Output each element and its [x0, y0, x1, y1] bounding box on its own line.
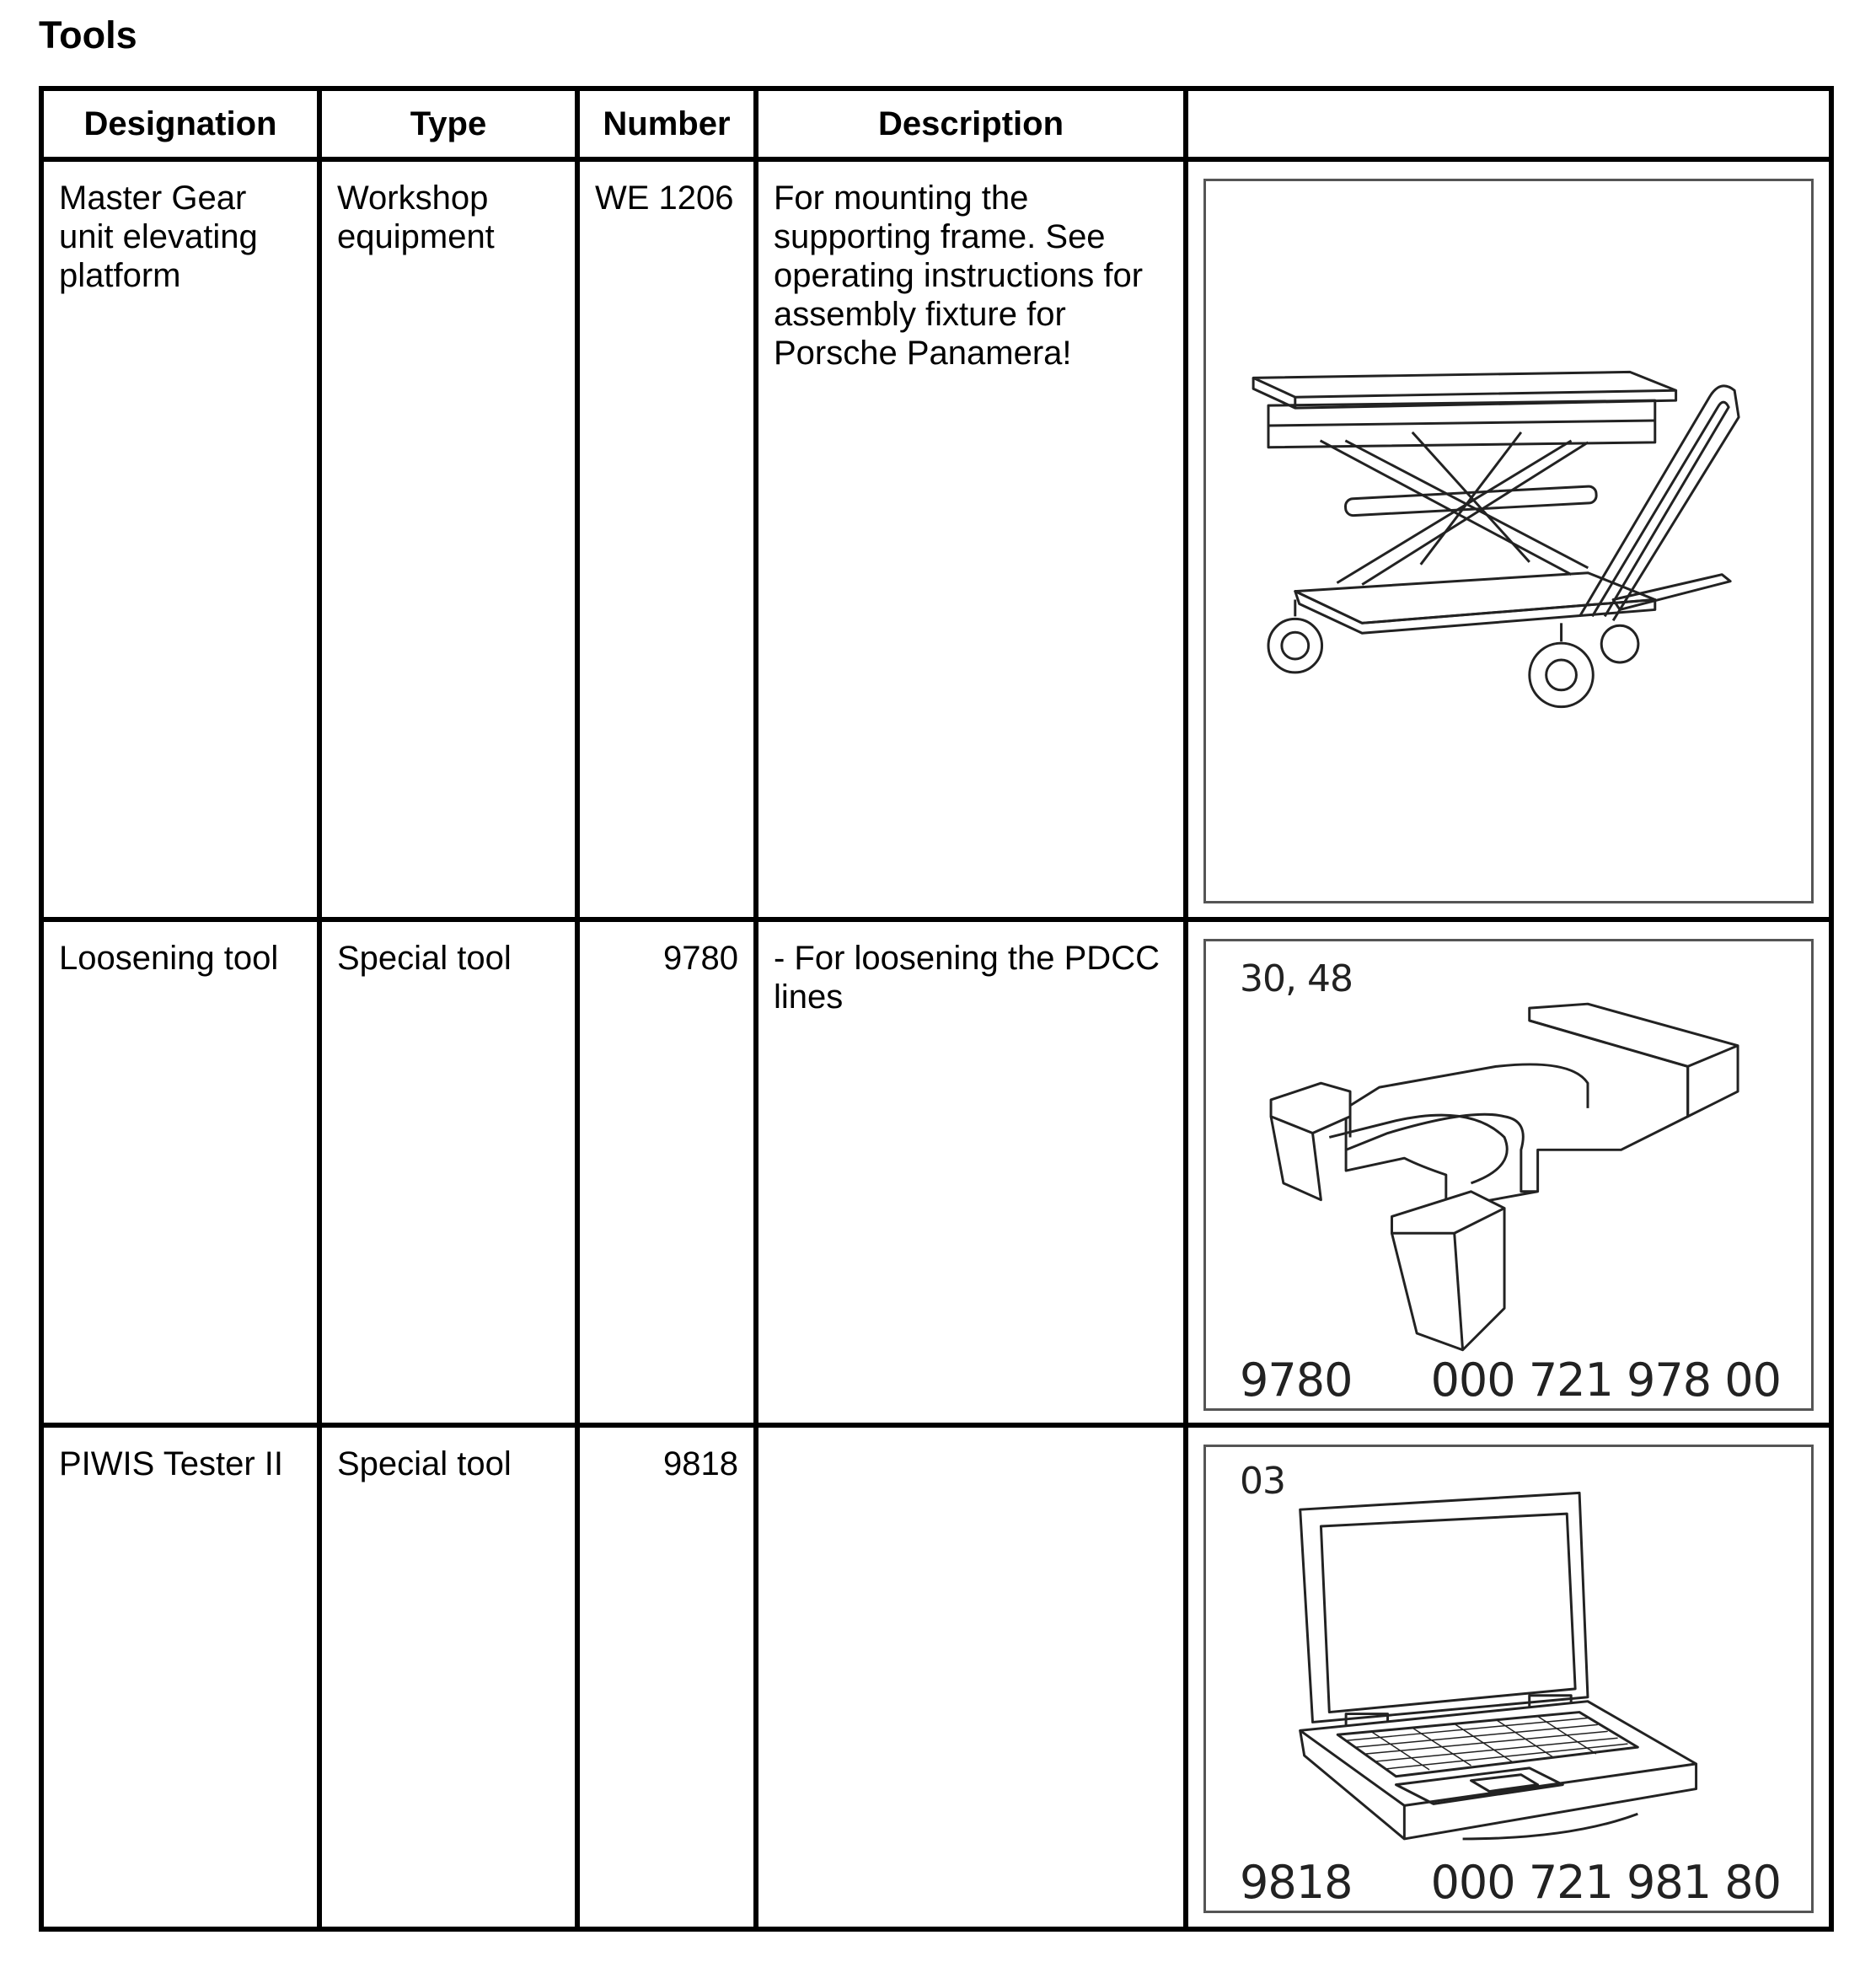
cell-designation: Master Gear unit elevating platform: [41, 159, 319, 919]
loosening-tool-illustration: [1206, 941, 1811, 1408]
figure-part-number: 000 721 981 80: [1430, 1856, 1781, 1909]
header-type: Type: [319, 88, 577, 159]
header-description: Description: [756, 88, 1186, 159]
table-row: [41, 919, 1831, 1425]
elevating-platform-illustration: [1206, 181, 1811, 901]
cell-description: - For loosening the PDCC lines: [756, 919, 1186, 1425]
cell-designation: PIWIS Tester II: [41, 1425, 319, 1929]
figure-frame: [1203, 939, 1814, 1411]
cell-designation: Loosening tool: [41, 919, 319, 1425]
cell-figure: [1186, 1425, 1831, 1929]
table-row: [41, 1425, 1831, 1929]
figure-tool-number: 9780: [1240, 1354, 1353, 1407]
figure-frame: [1203, 179, 1814, 903]
header-designation: Designation: [41, 88, 319, 159]
header-image: [1186, 88, 1831, 159]
figure-part-number: 000 721 978 00: [1430, 1354, 1781, 1407]
cell-type: Special tool: [319, 919, 577, 1425]
laptop-tester-illustration: [1206, 1447, 1811, 1911]
cell-number: 9780: [577, 919, 756, 1425]
figure-frame: [1203, 1445, 1814, 1913]
cell-type: Special tool: [319, 1425, 577, 1929]
cell-type: Workshop equipment: [319, 159, 577, 919]
cell-number: WE 1206: [577, 159, 756, 919]
table-row: [41, 159, 1831, 919]
figure-tool-number: 9818: [1240, 1856, 1353, 1909]
cell-figure: [1186, 919, 1831, 1425]
table-header-row: [41, 88, 1831, 159]
page-title: Tools: [39, 13, 137, 56]
figure-top-label: 30, 48: [1240, 957, 1353, 1000]
cell-number: 9818: [577, 1425, 756, 1929]
cell-description: [756, 1425, 1186, 1929]
cell-description: For mounting the supporting frame. See operating instructions for assembly fixture for Porsche Panamera!: [756, 159, 1186, 919]
figure-top-label: 03: [1240, 1460, 1285, 1503]
tools-table: [39, 86, 1834, 1932]
header-number: Number: [577, 88, 756, 159]
cell-figure: [1186, 159, 1831, 919]
